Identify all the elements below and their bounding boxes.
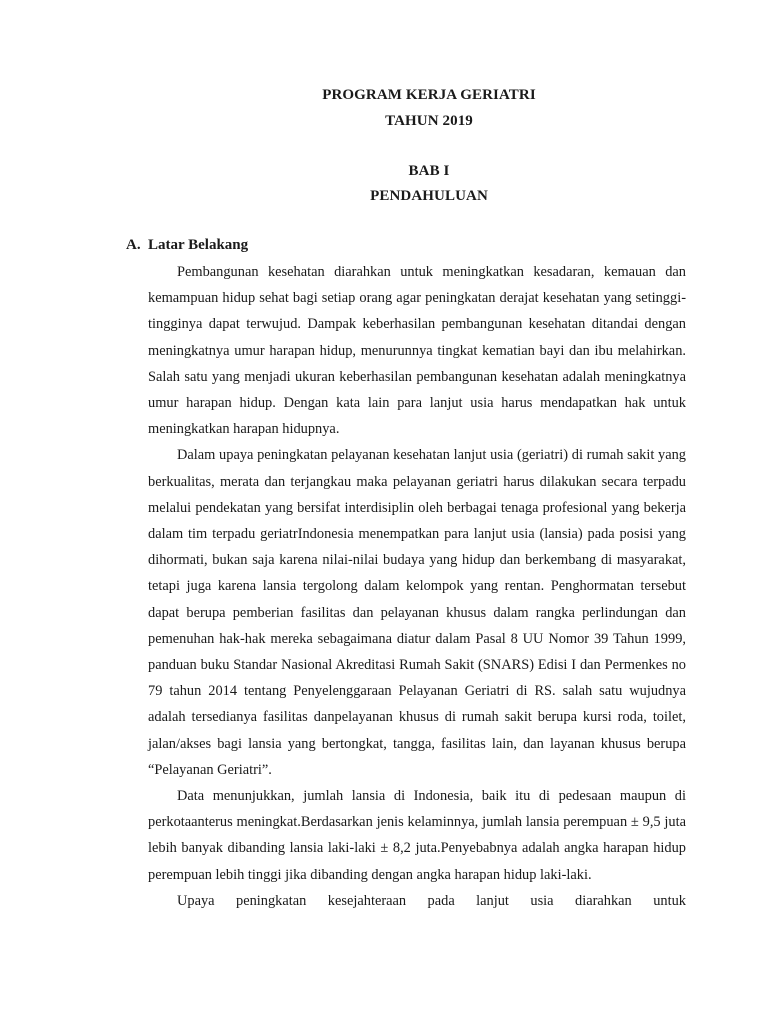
paragraph: Upaya peningkatan kesejahteraan pada lanjut usia diarahkan untuk bbox=[177, 892, 686, 909]
paragraph: Data menunjukkan, jumlah lansia di Indonesia, baik itu di pedesaan maupun di perkotaanterus meningkat.Berdasarkan jenis kelaminnya, jumlah lansia perempuan ± 9,5 juta lebih banyak dibanding lansia laki-laki ± 8,2 juta.Penyebabnya adalah angka harapan hidup perempuan lebih tinggi jika dibanding dengan angka harapan hidup laki-laki. bbox=[148, 788, 686, 883]
section-letter: A. bbox=[126, 237, 141, 253]
document-title: PROGRAM KERJA GERIATRI bbox=[322, 87, 536, 103]
chapter-title: PENDAHULUAN bbox=[370, 188, 488, 204]
chapter-number: BAB I bbox=[408, 163, 450, 179]
section-body bbox=[148, 259, 686, 914]
paragraph: Pembangunan kesehatan diarahkan untuk meningkatkan kesadaran, kemauan dan kemampuan hidup sehat bagi setiap orang agar peningkatan derajat kesehatan yang setinggi-tingginya dapat terwujud. Dampak keberhasilan pembangunan kesehatan ditandai dengan meningkatnya umur harapan hidup, menurunnya tingkat kematian bayi dan ibu melahirkan. Salah satu yang menjadi ukuran keberhasilan pembangunan kesehatan adalah meningkatnya umur harapan hidup. Dengan kata lain para lanjut usia harus mendapatkan hak untuk meningkatkan harapan hidupnya. bbox=[148, 264, 686, 438]
section-title: Latar Belakang bbox=[148, 237, 249, 253]
section-heading bbox=[126, 237, 248, 254]
paragraph: Dalam upaya peningkatan pelayanan kesehatan lanjut usia (geriatri) di rumah sakit yang berkualitas, merata dan terjangkau maka pelayanan geriatri harus dilakukan secara terpadu melalui pendekatan yang bersifat interdisiplin oleh berbagai tenaga profesional yang bekerja dalam tim terpadu geriatrIndonesia menempatkan para lanjut usia (lansia) pada posisi yang dihormati, bukan saja karena nilai-nilai budaya yang hidup dan berkembang di masyarakat, tetapi juga karena lansia tergolong dalam kelompok yang rentan. Penghormatan tersebut dapat berupa pemberian fasilitas dan pelayanan khusus dalam rangka perlindungan dan pemenuhan hak-hak mereka sebagaimana diatur dalam Pasal 8 UU Nomor 39 Tahun 1999, panduan buku Standar Nasional Akreditasi Rumah Sakit (SNARS) Edisi I dan Permenkes no 79 tahun 2014 tentang Penyelenggaraan Pelayanan Geriatri di RS. salah satu wujudnya adalah tersedianya fasilitas danpelayanan khusus di rumah sakit berupa kursi roda, toilet, jalan/akses bagi lansia yang bertongkat, tangga, fasilitas lain, dan layanan khusus berupa “Pelayanan Geriatri”. bbox=[148, 447, 686, 778]
document-year: TAHUN 2019 bbox=[385, 113, 473, 129]
